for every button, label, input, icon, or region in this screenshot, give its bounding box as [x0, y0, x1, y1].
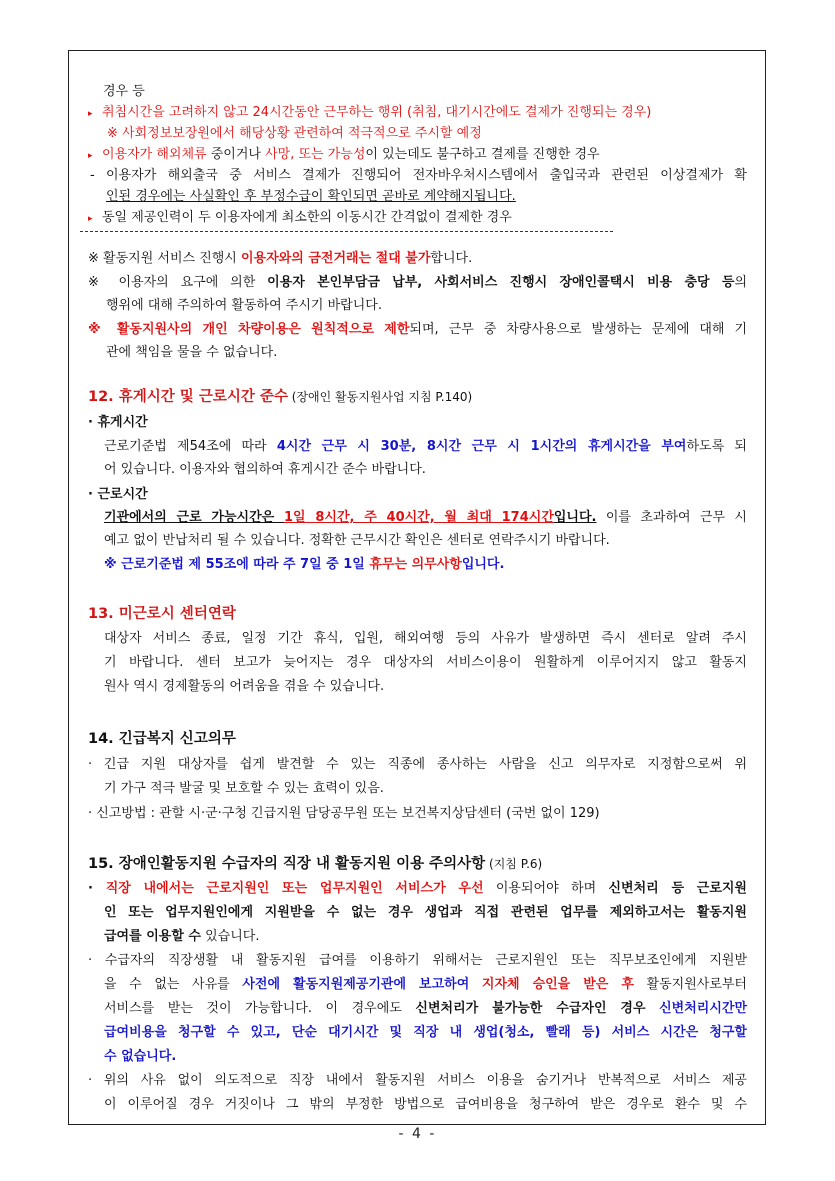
note-vehicle-1: ※ 활동지원사의 개인 차량이용은 원칙적으로 제한되며, 근무 중 차량사용으로 발생하는 문제에 대해 기 [88, 322, 748, 337]
note-vehicle-2: 관에 책임을 물을 수 없습니다. [106, 345, 278, 360]
note-request-1: ※ 이용자의 요구에 의한 이용자 본인부담금 납부, 사회서비스 진행시 장애인콜택시 비용 충당 등의 [88, 275, 748, 290]
section-15-b-line-5: 수 없습니다. [104, 1049, 177, 1064]
section-15-a-line-2: 인 또는 업무지원인에게 지원받을 수 없는 경우 생업과 직접 관련된 업무를 제외하고서는 활동지원 [104, 905, 747, 920]
section-13-line-1: 대상자 서비스 종료, 일정 기간 휴식, 입원, 해외여행 등의 사유가 발생하면 즉시 센터로 알려 주시 [104, 631, 747, 646]
section-15-c-line-2: 이 이루어질 경우 거짓이나 그 밖의 부정한 방법으로 급여비용을 청구하여 받은 경우로 환수 및 수 [104, 1097, 747, 1112]
triangle-bullet-icon: ▸ [88, 151, 93, 161]
section-12-heading: 12. 휴게시간 및 근로시간 준수 (장애인 활동지원사업 지침 P.140) [88, 389, 473, 405]
bullet-line-sleep: ▸ 취침시간을 고려하지 않고 24시간동안 근무하는 행위 (취침, 대기시간에도 결제가 진행되는 경우) [88, 105, 652, 120]
rest-time-heading: · 휴게시간 [88, 415, 148, 430]
line-abroad-detail-2: 인된 경우에는 사실확인 후 부정수급이 확인되면 곧바로 계약해지됩니다. [106, 189, 516, 204]
section-15-a-line-3: 급여를 이용할 수 있습니다. [104, 929, 260, 944]
work-time-note: ※ 근로기준법 제 55조에 따라 주 7일 중 1일 휴무는 의무사항입니다. [104, 557, 505, 572]
line-top-1: 경우 등 [103, 84, 145, 99]
rest-time-line-2: 어 있습니다. 이용자와 협의하여 휴게시간 준수 바랍니다. [104, 462, 426, 477]
section-15-c-line-1: · 위의 사유 없이 의도적으로 직장 내에서 활동지원 서비스 이용을 숨기거나 반복적으로 서비스 제공 [88, 1073, 747, 1088]
section-13-line-3: 원사 역시 경제활동의 어려움을 겪을 수 있습니다. [104, 679, 385, 694]
bullet-line-abroad: ▸ 이용자가 해외체류 중이거나 사망, 또는 가능성이 있는데도 불구하고 결제를 진행한 경우 [88, 147, 600, 162]
section-13-line-2: 기 바랍니다. 센터 보고가 늦어지는 경우 대상자의 서비스이용이 원활하게 이루어지지 않고 활동지 [104, 655, 747, 670]
section-15-a-line-1: · 직장 내에서는 근로지원인 또는 업무지원인 서비스가 우선 이용되어야 하며 신변처리 등 근로지원 [88, 881, 747, 896]
work-time-line-1: 기관에서의 근로 가능시간은 1일 8시간, 주 40시간, 월 최대 174시간입니다. 이를 초과하여 근무 시 [104, 510, 747, 525]
section-15-b-line-2: 을 수 없는 사유를 사전에 활동지원제공기관에 보고하여 지자체 승인을 받은 후 활동지원사로부터 [104, 977, 747, 992]
triangle-bullet-icon: ▸ [88, 109, 93, 119]
section-14-line-1: · 긴급 지원 대상자를 쉽게 발견할 수 있는 직종에 종사하는 사람을 신고 의무자로 지정함으로써 위 [88, 757, 747, 772]
note-request-2: 행위에 대해 주의하여 활동하여 주시기 바랍니다. [106, 298, 382, 313]
line-abroad-detail-1: - 이용자가 해외출국 중 서비스 결제가 진행되어 전자바우처시스템에서 출입국과 관련된 이상결제가 확 [90, 168, 747, 183]
section-15-b-line-3: 서비스를 받는 것이 가능합니다. 이 경우에도 신변처리가 불가능한 수급자인 경우 신변처리시간만 [104, 1001, 747, 1016]
section-14-line-3: · 신고방법 : 관할 시·군·구청 긴급지원 담당공무원 또는 보건복지상담센터 (국번 없이 129) [88, 806, 600, 821]
work-time-line-2: 예고 없이 반납처리 될 수 있습니다. 정확한 근무시간 확인은 센터로 연락주시기 바랍니다. [104, 533, 610, 548]
section-13-heading: 13. 미근로시 센터연락 [88, 606, 236, 622]
section-15-heading: 15. 장애인활동지원 수급자의 직장 내 활동지원 이용 주의사항 (지침 P.6) [88, 856, 543, 872]
triangle-bullet-icon: ▸ [88, 214, 93, 224]
section-14-line-2: 기 가구 적극 발굴 및 보호할 수 있는 효력이 있음. [104, 781, 384, 796]
section-15-b-line-1: · 수급자의 직장생활 내 활동지원 급여를 이용하기 위해서는 근로지원인 또는 직무보조인에게 지원받 [88, 953, 747, 968]
section-15-b-line-4: 급여비용을 청구할 수 있고, 단순 대기시간 및 직장 내 생업(청소, 빨래 등) 서비스 시간은 청구할 [104, 1025, 747, 1040]
dashed-divider [80, 231, 613, 232]
note-money: ※ 활동지원 서비스 진행시 이용자와의 금전거래는 절대 불가합니다. [88, 251, 473, 266]
work-time-heading: · 근로시간 [88, 487, 148, 502]
rest-time-line-1: 근로기준법 제54조에 따라 4시간 근무 시 30분, 8시간 근무 시 1시간의 휴게시간을 부여하도록 되 [104, 439, 747, 454]
bullet-line-interval: ▸ 동일 제공인력이 두 이용자에게 최소한의 이동시간 간격없이 결제한 경우 [88, 210, 512, 225]
section-14-heading: 14. 긴급복지 신고의무 [88, 731, 236, 747]
page-number: - 4 - [398, 1126, 437, 1142]
note-line-monitor: ※ 사회정보보장원에서 해당상황 관련하여 적극적으로 주시할 예정 [107, 126, 482, 141]
